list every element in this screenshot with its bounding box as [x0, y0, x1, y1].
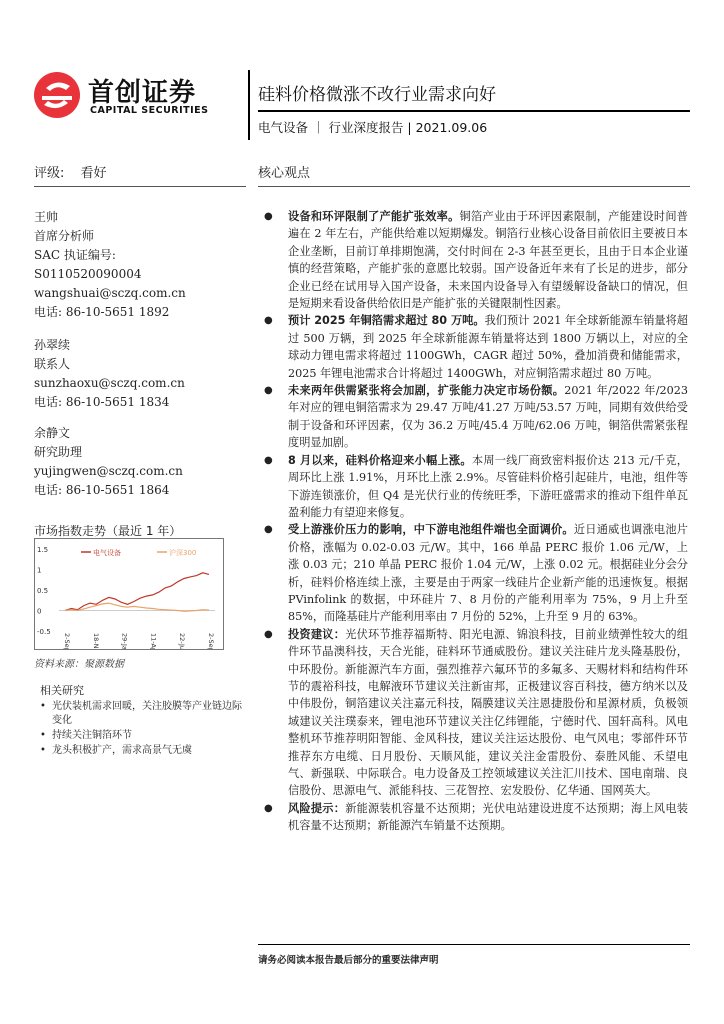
analyst-email: wangshuai@sczq.com.cn [34, 286, 186, 300]
analyst-phone: 电话: 86-10-5651 1892 [34, 305, 170, 319]
x-tick-label: 11-Apr [149, 633, 158, 649]
analyst-title: 联系人 [34, 357, 71, 371]
left-rule [34, 186, 246, 187]
point-heading: 投资建议： [288, 627, 346, 641]
analyst-block [34, 424, 183, 500]
legal-footer: 请务必阅读本报告最后部分的重要法律声明 [258, 955, 439, 966]
report-subtitle: 电气设备 ｜ 行业深度报告 | 2021.09.06 [258, 120, 488, 135]
analyst-title: 研究助理 [34, 445, 83, 459]
point-text: 新能源装机容量不达预期；光伏电站建设进度不达预期；海上风电装机容量不达预期；新能源汽车销量不达预期。 [288, 801, 688, 833]
legend-label: 沪深300 [169, 549, 197, 557]
analyst-email: sunzhaoxu@sczq.com.cn [34, 376, 185, 390]
point-heading: 未来两年供需紧张将会加剧，扩张能力决定市场份额。 [288, 384, 565, 398]
capital-logo-icon [32, 70, 82, 120]
point-heading: 风险提示： [288, 801, 346, 815]
analyst-block [34, 208, 186, 322]
market-chart-heading: 市场指数走势（最近 1 年） [34, 524, 182, 538]
market-chart [34, 538, 224, 650]
title-rule [258, 110, 690, 112]
analyst-cert: SAC 执证编号: [34, 248, 116, 262]
point-text: 光伏环节推荐福斯特、阳光电源、锦浪科技，目前业绩弹性较大的组件环节晶澳科技，天合光能，硅料环节通威股份。建议关注硅片龙头隆基股份，中环股份。新能源汽车方面，强烈推荐六氟环节的多氟多、天赐材料和结构件环节的震裕科技，电解液环节建议关注新宙邦，正极建议容百科技，德方纳米以及中伟股份，铜箔建议关注嘉元科技，隔膜建议关注恩捷股份和星源材质，负极领域建议关注璞泰来，锂电池环节建议关注亿纬锂能，宁德时代、国轩高科。风电整机环节推荐明阳智能、金风科技，建议关注运达股份、电气风电；零部件环节推荐东方电缆、日月股份、天顺风能，建议关注金雷股份、泰胜风能、禾望电气、新强联、中际联合。电力设备及工控领域建议关注汇川技术、国电南瑞、良信股份、思源电气、派能科技、三花智控、宏发股份、亿华通、国网英大。 [288, 627, 688, 798]
brand-name-cn: 首创证券 [88, 78, 197, 108]
related-item[interactable]: • 龙头积极扩产，需求高景气无虞 [40, 744, 245, 758]
y-tick-label: 0.5 [37, 587, 49, 595]
legend-label: 电气设备 [93, 549, 121, 557]
related-item[interactable]: • 光伏装机需求回暖，关注胶膜等产业链边际变化 [40, 700, 245, 728]
analyst-cert-no: S0110520090004 [34, 267, 142, 281]
core-views [262, 208, 688, 835]
analyst-block [34, 336, 185, 412]
header-divider [248, 70, 250, 140]
rating-label: 评级: [34, 166, 65, 181]
report-title: 硅料价格微涨不改行业需求向好 [258, 85, 496, 105]
footer-rule [258, 944, 690, 945]
point-text: 本周一线厂商致密料报价达 213 元/千克，周环比上涨 1.91%，月环比上涨 2.9%。尽管硅料价格引起硅片，电池，组件等下游连锁涨价，但 Q4 是光伏行业的传统旺季，下游旺盛需求的推动下组件单瓦盈利能力有望迎来修复。 [288, 453, 688, 519]
rating [34, 162, 119, 181]
y-tick-label: 1 [37, 566, 42, 575]
point-paragraph [262, 208, 688, 312]
point-paragraph [262, 800, 688, 835]
x-tick-label: 2-Sep [207, 633, 215, 649]
analyst-name: 余静文 [34, 426, 71, 440]
related-heading: 相关研究 [40, 684, 84, 697]
x-tick-label: 2-Sep [63, 633, 71, 649]
point-text: 2021 年/2022 年/2023 年对应的锂电铜箔需求为 29.47 万吨/41.27 万吨/53.57 万吨，同期有效供给受制于设备和环评因素，仅为 36.2 万吨/45.4 万吨/62.06 万吨，铜箔供需紧张程度明显加剧。 [288, 384, 688, 450]
point-paragraph [262, 521, 688, 625]
market-chart-svg [35, 539, 223, 649]
x-tick-label: 22-Jun [178, 633, 187, 649]
point-heading: 预计 2025 年铜箔需求超过 80 万吨。 [288, 314, 485, 328]
point-text: 铜箔产业由于环评因素限制，产能建设时间普遍在 2 年左右，产能供给难以短期爆发。铜箔行业核心设备目前依旧主要被日本企业垄断，目前订单排期饱满，交付时间在 2-3 年甚至更长，且由于日本企业谨慎的经营策略，产能扩张的意愿比较弱。国产设备近年来有了长足的进步，部分企业已经在试用导入国产设备，未来国内设备导入有望缓解设备缺口的情况，但是短期来看设备供给依旧是产能扩张的关键限制性因素。 [288, 210, 688, 311]
analyst-email: yujingwen@sczq.com.cn [34, 464, 183, 478]
x-tick-label: 18-Nov [91, 633, 100, 649]
point-heading: 8 月以来，硅料价格迎来小幅上涨。 [288, 453, 472, 467]
point-text: 我们预计 2021 年全球新能源车销量将超过 500 万辆，到 2025 年全球新能源车销量将达到 1800 万辆以上，对应的全球动力锂电需求将超过 1100GWh，CAGR 超过 50%，叠加消费和储能需求，2025 年锂电池需求合计将超过 1400GWh，对应铜箔需求超过 80 万吨。 [288, 314, 688, 380]
related-item[interactable]: • 持续关注铜箔环节 [40, 729, 245, 743]
point-paragraph [262, 382, 688, 452]
point-paragraph [262, 312, 688, 382]
company-logo [32, 70, 242, 120]
related-list [40, 700, 245, 759]
point-paragraph [262, 452, 688, 522]
analyst-phone: 电话: 86-10-5651 1834 [34, 395, 170, 409]
analyst-name: 王帅 [34, 210, 59, 224]
y-tick-label: -0.5 [37, 628, 51, 636]
x-tick-label: 29-Jan [120, 633, 129, 649]
point-text: 近日通威也调涨电池片价格，涨幅为 0.02-0.03 元/W。其中，166 单晶 PERC 报价 1.06 元/W，上涨 0.03 元；210 单晶 PERC 报价 1.04 元/W，上涨 0.02 元。根据硅业分会分析，硅料价格连续上涨，主要是由于两家一线硅片企业新产能的迅速恢复。根据 PVinfolink 的数据，中环硅片 7、8 月份的产能利用率为 75%，9 月上升至 85%，而隆基硅片产能利用率由 7 月份的 52%，上升至 9 月的 63%。 [288, 523, 688, 624]
brand-name-en: CAPITAL SECURITIES [90, 105, 209, 116]
y-tick-label: 0 [37, 607, 42, 616]
series-line [65, 573, 209, 611]
y-tick-label: 1.5 [37, 546, 49, 554]
core-views-heading: 核心观点 [258, 166, 311, 181]
point-heading: 受上游涨价压力的影响，中下游电池组件端也全面调价。 [288, 523, 574, 537]
right-rule [258, 186, 690, 187]
point-heading: 设备和环评限制了产能扩张效率。 [288, 210, 460, 223]
analyst-name: 孙翠续 [34, 338, 71, 352]
point-paragraph [262, 626, 688, 800]
analyst-phone: 电话: 86-10-5651 1864 [34, 483, 170, 497]
chart-source: 资料来源：聚源数据 [34, 659, 124, 670]
rating-value: 看好 [80, 166, 107, 181]
analyst-title: 首席分析师 [34, 229, 95, 243]
